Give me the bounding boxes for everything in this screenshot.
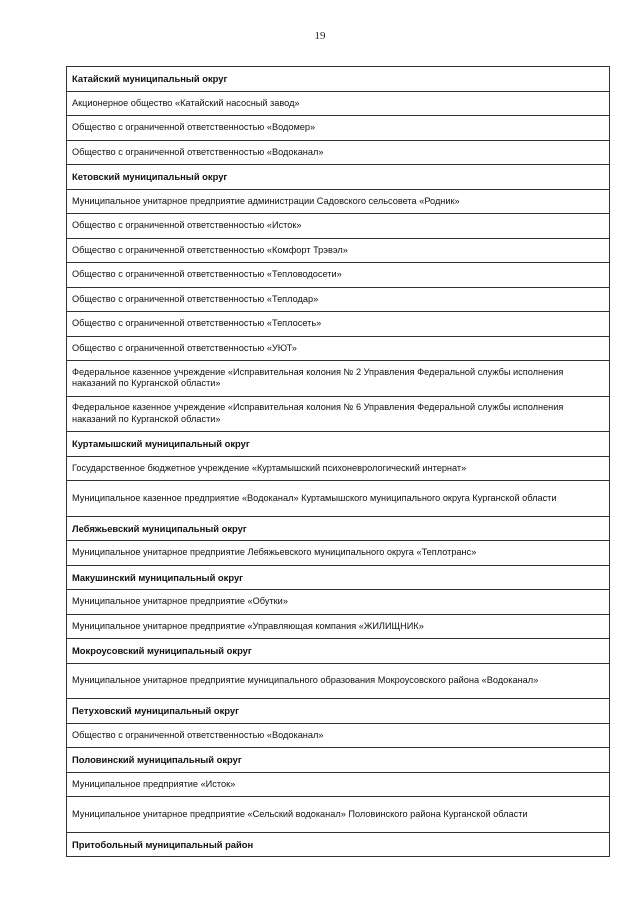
district-name: Кетовский муниципальный округ [67,165,610,190]
organization-name: Муниципальное унитарное предприятие «Обутки» [67,590,610,615]
district-name: Половинский муниципальный округ [67,748,610,773]
organization-row [67,238,610,263]
organization-row [67,772,610,797]
district-name: Макушинский муниципальный округ [67,565,610,590]
district-name: Петуховский муниципальный округ [67,699,610,724]
organization-row [67,214,610,239]
district-header-row [67,67,610,92]
organization-name: Общество с ограниченной ответственностью «Тепловодосети» [67,263,610,288]
page-number: 19 [314,30,326,42]
organization-row [67,336,610,361]
organization-name: Муниципальное унитарное предприятие администрации Садовского сельсовета «Родник» [67,189,610,214]
district-header-row [67,699,610,724]
district-name: Мокроусовский муниципальный округ [67,639,610,664]
organization-row [67,481,610,517]
organization-row [67,140,610,165]
organization-name: Общество с ограниченной ответственностью «УЮТ» [67,336,610,361]
organization-name: Общество с ограниченной ответственностью «Теплосеть» [67,312,610,337]
organization-row [67,456,610,481]
district-name: Катайский муниципальный округ [67,67,610,92]
organization-name: Федеральное казенное учреждение «Исправительная колония № 2 Управления Федеральной службы исполнения наказаний по Курганской области» [67,361,610,397]
district-header-row [67,516,610,541]
district-header-row [67,832,610,857]
organization-name: Общество с ограниченной ответственностью «Комфорт Трэвэл» [67,238,610,263]
organization-row [67,312,610,337]
organization-name: Общество с ограниченной ответственностью «Водомер» [67,116,610,141]
organization-name: Муниципальное унитарное предприятие «Сельский водоканал» Половинского района Курганской области [67,797,610,833]
organization-name: Акционерное общество «Катайский насосный завод» [67,91,610,116]
organization-name: Муниципальное унитарное предприятие муниципального образования Мокроусовского района «Водоканал» [67,663,610,699]
organization-row [67,91,610,116]
organization-name: Общество с ограниченной ответственностью «Водоканал» [67,140,610,165]
district-header-row [67,565,610,590]
organization-name: Муниципальное предприятие «Исток» [67,772,610,797]
organization-row [67,396,610,432]
district-name: Притобольный муниципальный район [67,832,610,857]
organization-name: Муниципальное казенное предприятие «Водоканал» Куртамышского муниципального округа Курганской области [67,481,610,517]
organization-row [67,614,610,639]
organization-name: Муниципальное унитарное предприятие Лебяжьевского муниципального округа «Теплотранс» [67,541,610,566]
organization-row [67,287,610,312]
district-header-row [67,639,610,664]
organization-row [67,116,610,141]
organization-name: Общество с ограниченной ответственностью «Водоканал» [67,723,610,748]
organization-row [67,663,610,699]
organization-row [67,797,610,833]
organization-row [67,189,610,214]
organization-name: Общество с ограниченной ответственностью «Исток» [67,214,610,239]
district-header-row [67,748,610,773]
organization-name: Общество с ограниченной ответственностью «Теплодар» [67,287,610,312]
organization-row [67,590,610,615]
district-header-row [67,165,610,190]
organization-name: Муниципальное унитарное предприятие «Управляющая компания «ЖИЛИЩНИК» [67,614,610,639]
organization-row [67,541,610,566]
organization-row [67,361,610,397]
organization-row [67,263,610,288]
organization-name: Государственное бюджетное учреждение «Куртамышский психоневрологический интернат» [67,456,610,481]
district-name: Куртамышский муниципальный округ [67,432,610,457]
organizations-table [66,66,610,857]
organization-row [67,723,610,748]
district-header-row [67,432,610,457]
organization-name: Федеральное казенное учреждение «Исправительная колония № 6 Управления Федеральной службы исполнения наказаний по Курганской области» [67,396,610,432]
district-name: Лебяжьевский муниципальный округ [67,516,610,541]
